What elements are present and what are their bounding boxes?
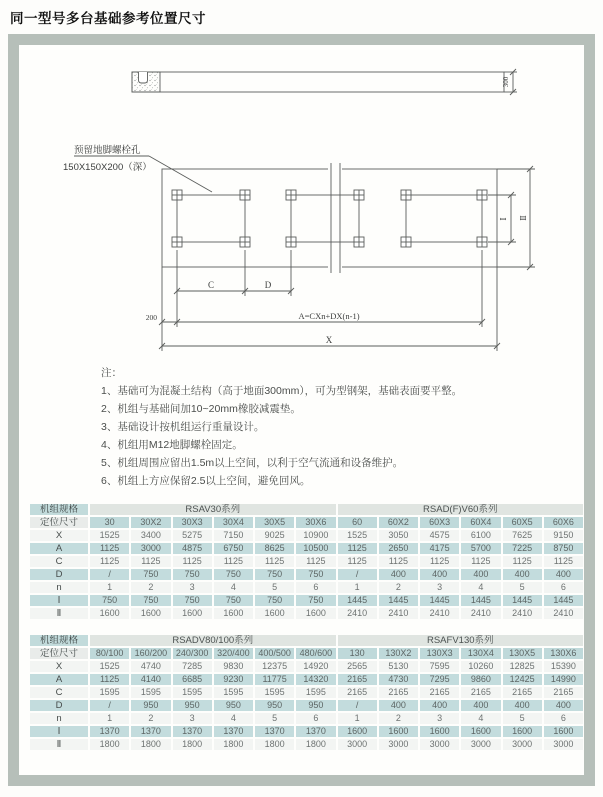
table-cell: 750 — [173, 569, 212, 580]
table-cell: 1370 — [90, 726, 129, 737]
table-cell: 9860 — [461, 674, 500, 685]
table-cell: 4175 — [420, 543, 459, 554]
table-cell: 3000 — [131, 543, 170, 554]
page-title: 同一型号多台基础参考位置尺寸 — [10, 11, 206, 26]
table-cell: 950 — [214, 700, 253, 711]
table-cell: 750 — [214, 595, 253, 606]
bolt-hole-size-label: 150X150X200（深） — [63, 162, 152, 173]
dim-II-label: Ⅱ — [519, 215, 528, 221]
dim-D-label: D — [264, 280, 272, 290]
table-cell: 4575 — [420, 530, 459, 541]
table-cell: 2165 — [503, 687, 542, 698]
table-cell: 14320 — [296, 674, 335, 685]
table-cell: 2165 — [544, 687, 583, 698]
table-cell: 400 — [544, 569, 583, 580]
table-cell: 1445 — [420, 595, 459, 606]
model-header-cell: 130X6 — [544, 648, 583, 659]
table-cell: 1525 — [90, 661, 129, 672]
table-cell: 950 — [296, 700, 335, 711]
table-cell: 7225 — [503, 543, 542, 554]
bolt-hole-label: 预留地脚螺栓孔 — [74, 145, 141, 156]
table-cell: 1125 — [131, 556, 170, 567]
table-cell: 1445 — [338, 595, 377, 606]
table-cell: 4740 — [131, 661, 170, 672]
table-cell: 400 — [461, 569, 500, 580]
table-row — [30, 726, 583, 737]
row-label-cell: n — [30, 713, 88, 724]
dim-I-label: Ⅰ — [499, 217, 508, 221]
table-cell: 3 — [420, 713, 459, 724]
foundation-diagram — [19, 59, 584, 359]
table-cell: 7295 — [420, 674, 459, 685]
table-cell: 1125 — [214, 556, 253, 567]
model-header-cell: 60X5 — [503, 517, 542, 528]
model-header-cell: 60X2 — [379, 517, 418, 528]
table-cell: 8625 — [255, 543, 294, 554]
table-cell: 3000 — [338, 739, 377, 750]
table-cell: 6750 — [214, 543, 253, 554]
table-cell: 14990 — [544, 674, 583, 685]
table-cell: 3000 — [379, 739, 418, 750]
row-label-cell: D — [30, 569, 88, 580]
table-cell: 6 — [544, 582, 583, 593]
table-cell: 1445 — [461, 595, 500, 606]
table-cell: 10260 — [461, 661, 500, 672]
content-panel — [8, 34, 595, 786]
table-cell: 1370 — [296, 726, 335, 737]
table-cell: 400 — [544, 700, 583, 711]
row-label-cell: Ⅱ — [30, 739, 88, 750]
table-cell: 1125 — [461, 556, 500, 567]
table-cell: 2165 — [379, 687, 418, 698]
table-cell: 400 — [461, 700, 500, 711]
dimension-table-rsadv80-rsafv130 — [28, 633, 585, 752]
table-cell: 6685 — [173, 674, 212, 685]
table-cell: 5 — [503, 713, 542, 724]
table-cell: 2410 — [338, 608, 377, 619]
table-cell: 3000 — [461, 739, 500, 750]
table-cell: 7150 — [214, 530, 253, 541]
table-cell: 1445 — [503, 595, 542, 606]
dim-300-label: 300 — [502, 76, 510, 88]
model-header-cell: 480/600 — [296, 648, 335, 659]
table-cell: / — [90, 569, 129, 580]
table-row — [30, 595, 583, 606]
table-cell: 1 — [90, 582, 129, 593]
table-cell: 3000 — [420, 739, 459, 750]
model-header-cell: 60 — [338, 517, 377, 528]
table-cell: 1600 — [255, 608, 294, 619]
table-cell: 1800 — [131, 739, 170, 750]
table-header-model-row — [30, 648, 583, 659]
table-cell: / — [338, 569, 377, 580]
notes-heading: 注： — [101, 367, 122, 379]
table-cell: 1800 — [214, 739, 253, 750]
model-header-cell: 130X3 — [420, 648, 459, 659]
note-item: 4、机组用M12地脚螺栓固定。 — [101, 439, 243, 451]
table-cell: 4875 — [173, 543, 212, 554]
table-cell: 750 — [131, 569, 170, 580]
table-cell: 400 — [503, 700, 542, 711]
table-cell: 2410 — [544, 608, 583, 619]
table-cell: 1595 — [255, 687, 294, 698]
dim-X-label: X — [325, 335, 333, 345]
table-cell: 1800 — [90, 739, 129, 750]
table-cell: 4730 — [379, 674, 418, 685]
table-cell: 4 — [461, 713, 500, 724]
table-cell: 3000 — [503, 739, 542, 750]
table-cell: 1525 — [338, 530, 377, 541]
table-cell: 400 — [420, 569, 459, 580]
row-label-cell: Ⅰ — [30, 726, 88, 737]
table-cell: 2 — [131, 713, 170, 724]
table-cell: 1 — [338, 582, 377, 593]
table-cell: 1600 — [90, 608, 129, 619]
table-cell: 1445 — [544, 595, 583, 606]
table-cell: 9830 — [214, 661, 253, 672]
table-cell: 10900 — [296, 530, 335, 541]
table-cell: 5130 — [379, 661, 418, 672]
row-label-cell: C — [30, 687, 88, 698]
corner-unit-spec: 机组规格 — [30, 635, 88, 646]
table-cell: 1600 — [461, 726, 500, 737]
table-cell: 1600 — [379, 726, 418, 737]
table-header-series-row — [30, 635, 583, 646]
model-header-cell: 130X2 — [379, 648, 418, 659]
table-cell: 14920 — [296, 661, 335, 672]
table-cell: 7595 — [420, 661, 459, 672]
table-cell: / — [90, 700, 129, 711]
table-cell: 1600 — [503, 726, 542, 737]
table-cell: 3 — [173, 582, 212, 593]
table-cell: 2165 — [461, 687, 500, 698]
table-cell: 1370 — [131, 726, 170, 737]
table-header-series-row — [30, 504, 583, 515]
series-name: RSAV30系列 — [90, 504, 336, 515]
table-cell: 2650 — [379, 543, 418, 554]
series-name: RSAD(F)V60系列 — [338, 504, 584, 515]
table-cell: 12425 — [503, 674, 542, 685]
table-cell: 6 — [296, 713, 335, 724]
table-cell: 2410 — [461, 608, 500, 619]
table-cell: 1600 — [420, 726, 459, 737]
table-cell: 5 — [255, 713, 294, 724]
table-cell: 4 — [461, 582, 500, 593]
table-cell: 1125 — [296, 556, 335, 567]
unit-footprint — [291, 195, 359, 242]
table-cell: 750 — [90, 595, 129, 606]
table-cell: 2410 — [503, 608, 542, 619]
side-view-foundation-bar — [132, 72, 504, 92]
table-cell: 6 — [544, 713, 583, 724]
table-cell: 1 — [90, 713, 129, 724]
corner-position-size: 定位尺寸 — [30, 648, 88, 659]
table-cell: 1125 — [544, 556, 583, 567]
table-cell: 1595 — [296, 687, 335, 698]
row-label-cell: C — [30, 556, 88, 567]
table-cell: 750 — [296, 595, 335, 606]
table-cell: 3050 — [379, 530, 418, 541]
note-item: 5、机组周围应留出1.5m以上空间，以利于空气流通和设备维护。 — [101, 457, 404, 469]
table-cell: 9230 — [214, 674, 253, 685]
model-header-cell: 30X3 — [173, 517, 212, 528]
table-cell: 1595 — [214, 687, 253, 698]
table-cell: 2 — [379, 582, 418, 593]
table-cell: 3400 — [131, 530, 170, 541]
table-cell: 750 — [131, 595, 170, 606]
table-cell: 1600 — [173, 608, 212, 619]
row-label-cell: n — [30, 582, 88, 593]
table-cell: 400 — [379, 569, 418, 580]
table-cell: 9150 — [544, 530, 583, 541]
table-cell: 1125 — [503, 556, 542, 567]
table-cell: 2165 — [338, 687, 377, 698]
table-cell: 1125 — [90, 543, 129, 554]
row-label-cell: D — [30, 700, 88, 711]
dim-A-formula-label: A=CXn+DX(n-1) — [298, 311, 360, 321]
table-cell: 5700 — [461, 543, 500, 554]
dimension-table-rsav30-rsadv60 — [28, 502, 585, 621]
series-name: RSAFV130系列 — [338, 635, 584, 646]
table-row — [30, 713, 583, 724]
dim-C-label: C — [207, 280, 215, 290]
row-label-cell: Ⅰ — [30, 595, 88, 606]
table-cell: 2165 — [420, 687, 459, 698]
model-header-cell: 130X5 — [503, 648, 542, 659]
table-cell: 1370 — [255, 726, 294, 737]
note-item: 2、机组与基础间加10~20mm橡胶减震垫。 — [101, 403, 301, 415]
table-cell: 12825 — [503, 661, 542, 672]
table-cell: / — [338, 700, 377, 711]
row-label-cell: Ⅱ — [30, 608, 88, 619]
table-cell: 1125 — [338, 556, 377, 567]
table-cell: 1595 — [131, 687, 170, 698]
table-cell: 15390 — [544, 661, 583, 672]
table-cell: 1125 — [379, 556, 418, 567]
table-cell: 750 — [173, 595, 212, 606]
table-cell: 7285 — [173, 661, 212, 672]
table-cell: 5 — [503, 582, 542, 593]
table-cell: 1525 — [90, 530, 129, 541]
table-cell: 3 — [420, 582, 459, 593]
table-cell: 1445 — [379, 595, 418, 606]
table-cell: 2165 — [338, 674, 377, 685]
table-cell: 1125 — [90, 556, 129, 567]
table-cell: 750 — [255, 569, 294, 580]
table-cell: 9025 — [255, 530, 294, 541]
table-cell: 7625 — [503, 530, 542, 541]
table-cell: 12375 — [255, 661, 294, 672]
table-row — [30, 582, 583, 593]
table-cell: 750 — [255, 595, 294, 606]
table-cell: 2 — [379, 713, 418, 724]
table-cell: 4 — [214, 713, 253, 724]
table-cell: 11775 — [255, 674, 294, 685]
table-cell: 1800 — [255, 739, 294, 750]
model-header-cell: 400/500 — [255, 648, 294, 659]
row-label-cell: A — [30, 543, 88, 554]
table-cell: 6 — [296, 582, 335, 593]
model-header-cell: 30X4 — [214, 517, 253, 528]
series-name: RSADV80/100系列 — [90, 635, 336, 646]
table-header-model-row — [30, 517, 583, 528]
unit-footprint — [177, 195, 245, 242]
table-cell: 8750 — [544, 543, 583, 554]
anchor-bolt-notch — [139, 72, 148, 83]
row-label-cell: X — [30, 661, 88, 672]
model-header-cell: 30X2 — [131, 517, 170, 528]
corner-position-size: 定位尺寸 — [30, 517, 88, 528]
table-cell: 1125 — [255, 556, 294, 567]
table-row — [30, 739, 583, 750]
table-cell: 1600 — [544, 726, 583, 737]
model-header-cell: 60X4 — [461, 517, 500, 528]
table-cell: 2 — [131, 582, 170, 593]
table-cell: 950 — [255, 700, 294, 711]
table-cell: 1595 — [173, 687, 212, 698]
model-header-cell: 80/100 — [90, 648, 129, 659]
table-cell: 3 — [173, 713, 212, 724]
model-header-cell: 320/400 — [214, 648, 253, 659]
table-cell: 1600 — [131, 608, 170, 619]
table-cell: 1 — [338, 713, 377, 724]
model-header-cell: 30X5 — [255, 517, 294, 528]
table-cell: 1800 — [296, 739, 335, 750]
table-cell: 5 — [255, 582, 294, 593]
model-header-cell: 60X6 — [544, 517, 583, 528]
table-cell: 3000 — [544, 739, 583, 750]
table-cell: 2410 — [420, 608, 459, 619]
corner-unit-spec: 机组规格 — [30, 504, 88, 515]
table-cell: 1125 — [338, 543, 377, 554]
table-cell: 6100 — [461, 530, 500, 541]
table-cell: 400 — [503, 569, 542, 580]
table-cell: 950 — [173, 700, 212, 711]
note-item: 6、机组上方应保留2.5以上空间，避免回风。 — [101, 475, 311, 487]
table-cell: 400 — [379, 700, 418, 711]
table-cell: 950 — [131, 700, 170, 711]
model-header-cell: 160/200 — [131, 648, 170, 659]
table-row — [30, 569, 583, 580]
model-header-cell: 240/300 — [173, 648, 212, 659]
model-header-cell: 60X3 — [420, 517, 459, 528]
table-row — [30, 530, 583, 541]
table-cell: 750 — [214, 569, 253, 580]
table-cell: 1800 — [173, 739, 212, 750]
unit-footprint — [406, 195, 482, 242]
table-cell: 4 — [214, 582, 253, 593]
table-cell: 400 — [420, 700, 459, 711]
table-row — [30, 608, 583, 619]
table-row — [30, 543, 583, 554]
table-cell: 2410 — [379, 608, 418, 619]
dim-200-label: 200 — [145, 313, 157, 322]
model-header-cell: 130X4 — [461, 648, 500, 659]
table-cell: 10500 — [296, 543, 335, 554]
row-label-cell: X — [30, 530, 88, 541]
table-cell: 4140 — [131, 674, 170, 685]
model-header-cell: 30X6 — [296, 517, 335, 528]
table-cell: 750 — [296, 569, 335, 580]
leader-line — [149, 156, 212, 192]
table-row — [30, 661, 583, 672]
table-cell: 1600 — [338, 726, 377, 737]
table-cell: 1600 — [214, 608, 253, 619]
table-row — [30, 556, 583, 567]
model-header-cell: 130 — [338, 648, 377, 659]
model-header-cell: 30 — [90, 517, 129, 528]
table-cell: 2565 — [338, 661, 377, 672]
table-cell: 1125 — [173, 556, 212, 567]
note-item: 1、基础可为混凝土结构（高于地面300mm），可为型钢架，基础表面要平整。 — [101, 385, 463, 397]
table-row — [30, 700, 583, 711]
table-cell: 1125 — [420, 556, 459, 567]
table-cell: 1370 — [214, 726, 253, 737]
table-row — [30, 687, 583, 698]
table-cell: 1125 — [90, 674, 129, 685]
row-label-cell: A — [30, 674, 88, 685]
table-cell: 5275 — [173, 530, 212, 541]
table-cell: 1595 — [90, 687, 129, 698]
table-cell: 1370 — [173, 726, 212, 737]
table-cell: 1600 — [296, 608, 335, 619]
table-row — [30, 674, 583, 685]
note-item: 3、基础设计按机组运行重量设计。 — [101, 421, 265, 433]
notes-section — [101, 364, 584, 490]
